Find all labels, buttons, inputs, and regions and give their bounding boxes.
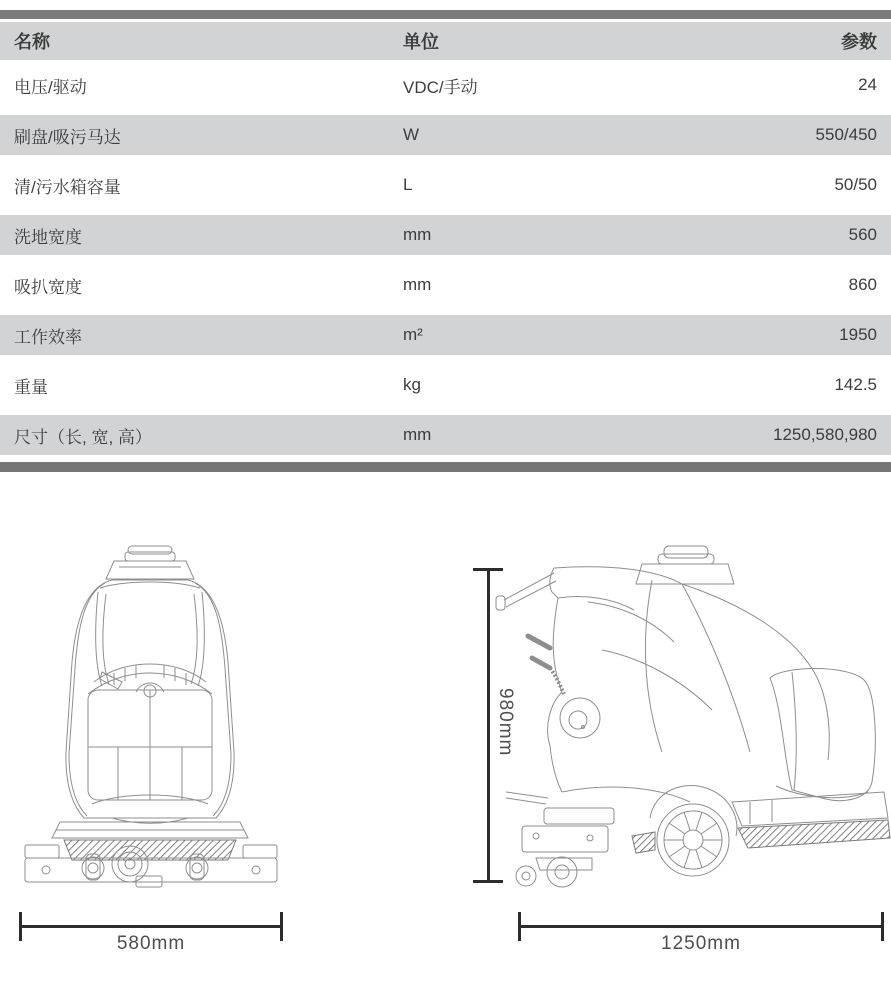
table-row [0, 210, 891, 260]
cell-value: 1950 [839, 325, 877, 344]
spec-table-body [0, 60, 891, 460]
side-view-drawing [492, 540, 891, 892]
cell-name: 尺寸（长, 宽, 高） [14, 427, 152, 447]
header-name: 名称 [14, 32, 50, 52]
cell-unit: VDC/手动 [403, 77, 478, 97]
table-row [0, 360, 891, 410]
front-view-drawing [16, 542, 284, 892]
cell-unit: mm [403, 225, 432, 244]
cell-name: 吸扒宽度 [14, 277, 82, 297]
cell-value: 1250,580,980 [773, 425, 877, 444]
cell-name: 电压/驱动 [14, 77, 87, 97]
bottom-accent-bar [0, 462, 891, 472]
height-dimension-line [487, 570, 490, 882]
table-row [0, 310, 891, 360]
cell-unit: W [403, 125, 420, 144]
top-accent-bar [0, 10, 891, 19]
header-unit: 单位 [403, 32, 439, 52]
cell-value: 560 [848, 225, 877, 244]
cell-unit: mm [403, 425, 432, 444]
table-row [0, 60, 891, 110]
cell-value: 24 [858, 75, 877, 94]
cell-value: 860 [848, 275, 877, 294]
table-row [0, 260, 891, 310]
length-dimension-line [519, 925, 883, 928]
cell-unit: L [403, 175, 413, 194]
cell-unit: kg [403, 375, 421, 394]
table-row [0, 110, 891, 160]
cell-unit: mm [403, 275, 432, 294]
width-dimension-line [20, 925, 282, 928]
length-dim-label: 1250mm [661, 933, 741, 954]
width-dim-label: 580mm [116, 933, 186, 954]
cell-name: 洗地宽度 [14, 227, 82, 247]
height-dim-label: 980mm [495, 688, 516, 757]
cell-value: 550/450 [815, 125, 877, 144]
cell-name: 刷盘/吸污马达 [14, 127, 121, 147]
cell-name: 重量 [14, 377, 48, 397]
cell-value: 50/50 [834, 175, 877, 194]
cell-name: 工作效率 [14, 327, 82, 347]
table-row [0, 160, 891, 210]
spec-table-header-row [0, 22, 891, 60]
cell-name: 清/污水箱容量 [14, 177, 121, 197]
header-value: 参数 [841, 32, 877, 52]
table-row [0, 410, 891, 460]
cell-value: 142.5 [834, 375, 877, 394]
cell-unit: m² [403, 325, 423, 344]
